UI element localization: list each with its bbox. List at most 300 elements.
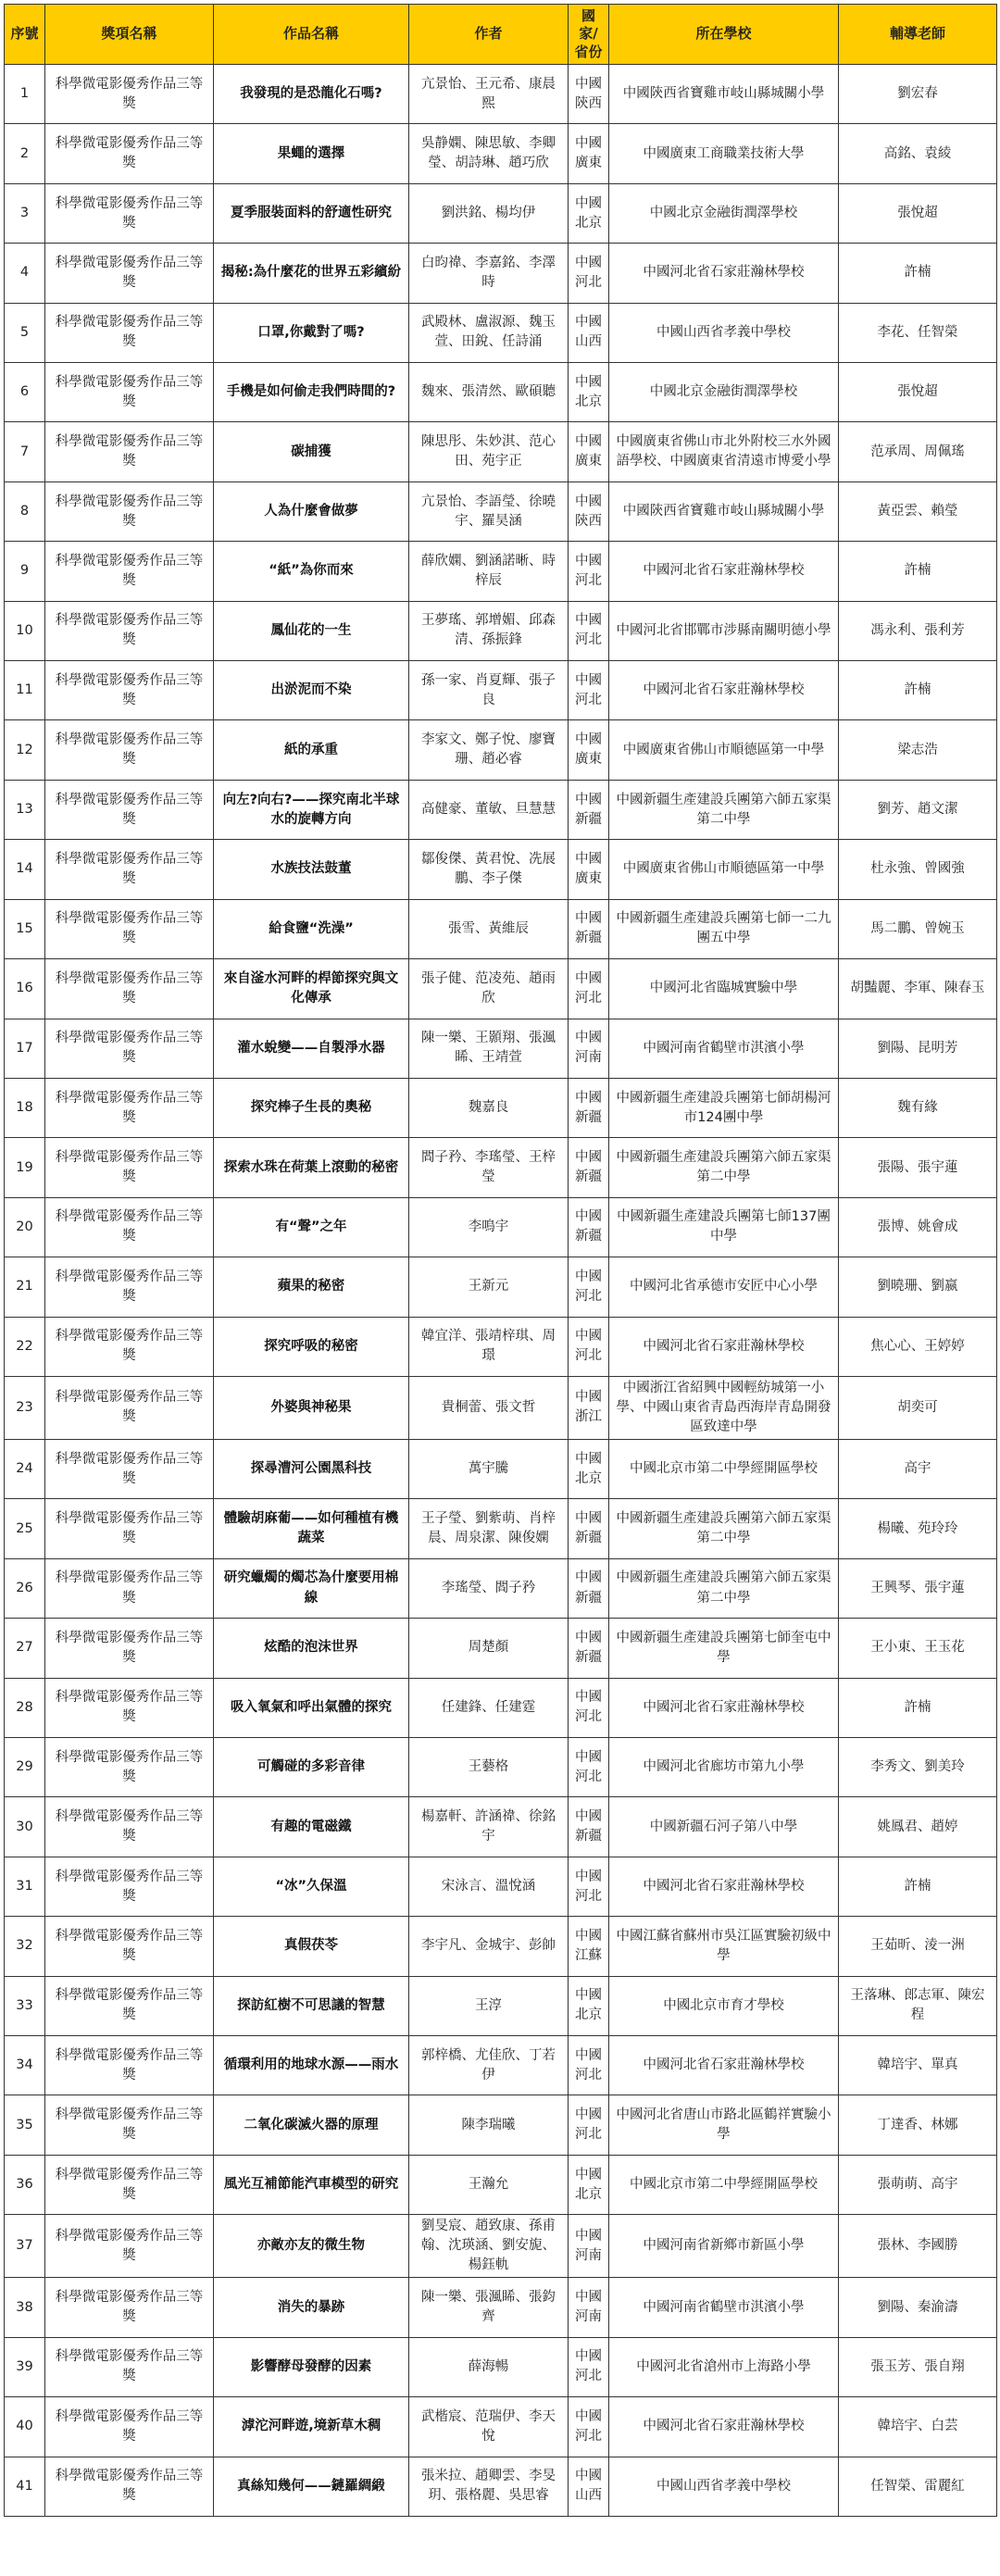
seq-cell: 8: [5, 481, 45, 541]
work-title-cell: 二氧化碳滅火器的原理: [214, 2095, 409, 2155]
award-cell: 科學微電影優秀作品三等獎: [45, 2337, 214, 2396]
award-cell: 科學微電影優秀作品三等獎: [45, 1376, 214, 1439]
work-title-cell: 亦敵亦友的微生物: [214, 2215, 409, 2278]
region-cell: 中國北京: [569, 2155, 609, 2214]
region-cell: 中國河南: [569, 2215, 609, 2278]
author-cell: 武楷宸、范瑞伊、李天悅: [409, 2397, 569, 2457]
region-cell: 中國河北: [569, 2337, 609, 2396]
teacher-cell: 許楠: [839, 542, 997, 601]
region-cell: 中國新疆: [569, 1619, 609, 1678]
author-cell: 李宇凡、金城宇、彭帥: [409, 1917, 569, 1976]
award-cell: 科學微電影優秀作品三等獎: [45, 2215, 214, 2278]
work-title-cell: 給食鹽“洗澡”: [214, 899, 409, 958]
author-cell: 孫一家、肖夏輝、張子良: [409, 661, 569, 720]
region-cell: 中國廣東: [569, 720, 609, 780]
author-cell: 萬宇騰: [409, 1439, 569, 1498]
award-cell: 科學微電影優秀作品三等獎: [45, 2036, 214, 2095]
teacher-cell: 劉曉珊、劉嬴: [839, 1257, 997, 1317]
work-title-cell: 消失的暴跡: [214, 2278, 409, 2337]
author-cell: 張子健、范凌苑、趙雨欣: [409, 959, 569, 1019]
school-cell: 中國河北省石家莊瀚林學校: [609, 2397, 839, 2457]
work-title-cell: 有趣的電磁鐵: [214, 1797, 409, 1857]
seq-cell: 38: [5, 2278, 45, 2337]
author-cell: 劉洪銘、楊均伊: [409, 183, 569, 243]
teacher-cell: 張陽、張宇蓮: [839, 1138, 997, 1197]
award-cell: 科學微電影優秀作品三等獎: [45, 481, 214, 541]
teacher-cell: 馮永利、張利芳: [839, 601, 997, 660]
work-title-cell: 有“聲”之年: [214, 1197, 409, 1257]
teacher-cell: 許楠: [839, 244, 997, 303]
school-cell: 中國河北省唐山市路北區鶴祥實驗小學: [609, 2095, 839, 2155]
table-row: [5, 1019, 997, 1078]
table-row: [5, 601, 997, 660]
award-cell: 科學微電影優秀作品三等獎: [45, 124, 214, 183]
seq-cell: 33: [5, 1976, 45, 2035]
table-row: [5, 720, 997, 780]
seq-cell: 31: [5, 1857, 45, 1916]
award-cell: 科學微電影優秀作品三等獎: [45, 1797, 214, 1857]
award-cell: 科學微電影優秀作品三等獎: [45, 303, 214, 362]
region-cell: 中國河北: [569, 1738, 609, 1797]
region-cell: 中國山西: [569, 303, 609, 362]
school-cell: 中國陝西省寶雞市岐山縣城關小學: [609, 481, 839, 541]
teacher-cell: 魏有緣: [839, 1078, 997, 1137]
author-cell: 劉旻宸、趙致康、孫甫翰、沈瑛涵、劉安旎、楊鈺軌: [409, 2215, 569, 2278]
work-title-cell: 探索水珠在荷葉上滾動的秘密: [214, 1138, 409, 1197]
award-cell: 科學微電影優秀作品三等獎: [45, 1078, 214, 1137]
work-title-cell: 探尋漕河公園黑科技: [214, 1439, 409, 1498]
award-cell: 科學微電影優秀作品三等獎: [45, 601, 214, 660]
work-title-cell: 向左?向右?——探究南北半球水的旋轉方向: [214, 780, 409, 839]
table-row: [5, 2036, 997, 2095]
work-title-cell: 研究蠟燭的燭芯為什麼要用棉線: [214, 1558, 409, 1618]
school-cell: 中國河南省新鄉市新區小學: [609, 2215, 839, 2278]
seq-cell: 25: [5, 1499, 45, 1558]
region-cell: 中國新疆: [569, 780, 609, 839]
teacher-cell: 劉陽、昆明芳: [839, 1019, 997, 1078]
table-row: [5, 363, 997, 422]
table-row: [5, 1857, 997, 1916]
region-cell: 中國廣東: [569, 422, 609, 481]
teacher-cell: 張悅超: [839, 363, 997, 422]
seq-cell: 10: [5, 601, 45, 660]
seq-cell: 11: [5, 661, 45, 720]
region-cell: 中國河北: [569, 959, 609, 1019]
work-title-cell: 手機是如何偷走我們時間的?: [214, 363, 409, 422]
seq-cell: 27: [5, 1619, 45, 1678]
teacher-cell: 李秀文、劉美玲: [839, 1738, 997, 1797]
teacher-cell: 張博、姚會成: [839, 1197, 997, 1257]
school-cell: 中國河北省石家莊瀚林學校: [609, 1678, 839, 1737]
award-cell: 科學微電影優秀作品三等獎: [45, 1738, 214, 1797]
seq-cell: 40: [5, 2397, 45, 2457]
seq-cell: 4: [5, 244, 45, 303]
work-title-cell: 灌水蛻變——自製淨水器: [214, 1019, 409, 1078]
school-cell: 中國新疆生產建設兵團第七師奎屯中學: [609, 1619, 839, 1678]
work-title-cell: 滹沱河畔遊,境新草木稠: [214, 2397, 409, 2457]
school-cell: 中國新疆生產建設兵團第七師胡楊河市124團中學: [609, 1078, 839, 1137]
table-row: [5, 661, 997, 720]
region-cell: 中國新疆: [569, 1499, 609, 1558]
author-cell: 韓宜洋、張靖梓琪、周璟: [409, 1317, 569, 1376]
seq-cell: 18: [5, 1078, 45, 1137]
region-cell: 中國新疆: [569, 1078, 609, 1137]
seq-cell: 32: [5, 1917, 45, 1976]
table-row: [5, 1257, 997, 1317]
seq-cell: 2: [5, 124, 45, 183]
region-cell: 中國河南: [569, 2278, 609, 2337]
work-title-cell: 影響酵母發酵的因素: [214, 2337, 409, 2396]
table-row: [5, 1376, 997, 1439]
teacher-cell: 高宇: [839, 1439, 997, 1498]
teacher-cell: 梁志浩: [839, 720, 997, 780]
table-row: [5, 1078, 997, 1137]
teacher-cell: 丁達香、林娜: [839, 2095, 997, 2155]
table-row: [5, 2215, 997, 2278]
table-row: [5, 780, 997, 839]
award-cell: 科學微電影優秀作品三等獎: [45, 840, 214, 899]
seq-cell: 19: [5, 1138, 45, 1197]
work-title-cell: 果蠅的選擇: [214, 124, 409, 183]
author-cell: 郭梓橋、尤佳欣、丁若伊: [409, 2036, 569, 2095]
teacher-cell: 許楠: [839, 1678, 997, 1737]
author-cell: 王瀚允: [409, 2155, 569, 2214]
author-cell: 李瑤瑩、閻子矜: [409, 1558, 569, 1618]
school-cell: 中國河北省石家莊瀚林學校: [609, 1317, 839, 1376]
region-cell: 中國新疆: [569, 1138, 609, 1197]
author-cell: 任建鋒、任建霆: [409, 1678, 569, 1737]
teacher-cell: 胡奕可: [839, 1376, 997, 1439]
school-cell: 中國北京金融街潤澤學校: [609, 363, 839, 422]
table-row: [5, 899, 997, 958]
teacher-cell: 王茹昕、淩一洲: [839, 1917, 997, 1976]
table-row: [5, 1138, 997, 1197]
school-cell: 中國河北省邯鄲市涉縣南關明德小學: [609, 601, 839, 660]
author-cell: 閻子矜、李瑤瑩、王梓瑩: [409, 1138, 569, 1197]
table-row: [5, 124, 997, 183]
seq-cell: 3: [5, 183, 45, 243]
author-cell: 魏來、張清然、歐碩聽: [409, 363, 569, 422]
work-title-cell: 探訪紅樹不可思議的智慧: [214, 1976, 409, 2035]
table-row: [5, 1917, 997, 1976]
teacher-cell: 杜永強、曾國強: [839, 840, 997, 899]
school-cell: 中國河北省承德市安匠中心小學: [609, 1257, 839, 1317]
region-cell: 中國新疆: [569, 1197, 609, 1257]
seq-cell: 23: [5, 1376, 45, 1439]
region-cell: 中國河北: [569, 661, 609, 720]
school-cell: 中國河北省石家莊瀚林學校: [609, 542, 839, 601]
teacher-cell: 黃亞雲、賴瑩: [839, 481, 997, 541]
seq-cell: 41: [5, 2457, 45, 2516]
seq-cell: 16: [5, 959, 45, 1019]
work-title-cell: 探究呼吸的秘密: [214, 1317, 409, 1376]
award-cell: 科學微電影優秀作品三等獎: [45, 661, 214, 720]
work-title-cell: 碳捕獲: [214, 422, 409, 481]
teacher-cell: 楊曦、苑玲玲: [839, 1499, 997, 1558]
author-cell: 高健豪、董敏、旦慧慧: [409, 780, 569, 839]
school-cell: 中國河北省石家莊瀚林學校: [609, 1857, 839, 1916]
seq-cell: 21: [5, 1257, 45, 1317]
seq-cell: 14: [5, 840, 45, 899]
author-cell: 魏嘉良: [409, 1078, 569, 1137]
school-cell: 中國浙江省紹興中國輕紡城第一小學、中國山東省青島西海岸青島開發區致達中學: [609, 1376, 839, 1439]
table-row: [5, 542, 997, 601]
seq-cell: 39: [5, 2337, 45, 2396]
seq-cell: 15: [5, 899, 45, 958]
school-cell: 中國陝西省寶雞市岐山縣城關小學: [609, 65, 839, 124]
award-cell: 科學微電影優秀作品三等獎: [45, 183, 214, 243]
teacher-cell: 劉陽、秦渝濤: [839, 2278, 997, 2337]
award-cell: 科學微電影優秀作品三等獎: [45, 2155, 214, 2214]
table-row: [5, 2397, 997, 2457]
teacher-cell: 劉芳、趙文潔: [839, 780, 997, 839]
school-cell: 中國北京市第二中學經開區學校: [609, 1439, 839, 1498]
work-title-cell: 循環利用的地球水源——雨水: [214, 2036, 409, 2095]
work-title-cell: 外婆與神秘果: [214, 1376, 409, 1439]
work-title-cell: 來自滏水河畔的桿節探究與文化傳承: [214, 959, 409, 1019]
teacher-cell: 姚鳳君、趙婷: [839, 1797, 997, 1857]
author-cell: 宋泳言、溫悅涵: [409, 1857, 569, 1916]
work-title-cell: 炫酷的泡沫世界: [214, 1619, 409, 1678]
region-cell: 中國河北: [569, 542, 609, 601]
school-cell: 中國河南省鶴壁市淇濱小學: [609, 2278, 839, 2337]
table-row: [5, 1738, 997, 1797]
seq-cell: 29: [5, 1738, 45, 1797]
award-cell: 科學微電影優秀作品三等獎: [45, 1439, 214, 1498]
author-cell: 鄒俊傑、黃君悅、冼展鵬、李子傑: [409, 840, 569, 899]
author-cell: 王新元: [409, 1257, 569, 1317]
teacher-cell: 韓培宇、單真: [839, 2036, 997, 2095]
author-cell: 白昀禕、李嘉銘、李澤時: [409, 244, 569, 303]
author-cell: 陳思彤、朱妙淇、范心田、苑宇正: [409, 422, 569, 481]
teacher-cell: 張玉芳、張自翔: [839, 2337, 997, 2396]
author-cell: 楊嘉軒、許涵禕、徐銘宇: [409, 1797, 569, 1857]
region-cell: 中國廣東: [569, 124, 609, 183]
school-cell: 中國河北省石家莊瀚林學校: [609, 661, 839, 720]
table-row: [5, 2337, 997, 2396]
seq-cell: 12: [5, 720, 45, 780]
teacher-cell: 韓培宇、白芸: [839, 2397, 997, 2457]
seq-cell: 28: [5, 1678, 45, 1737]
header-award: 獎項名稱: [45, 5, 214, 65]
author-cell: 貴桐蕾、張文哲: [409, 1376, 569, 1439]
school-cell: 中國河南省鶴壁市淇濱小學: [609, 1019, 839, 1078]
region-cell: 中國河北: [569, 1857, 609, 1916]
school-cell: 中國新疆生產建設兵團第六師五家渠第二中學: [609, 1558, 839, 1618]
author-cell: 李家文、鄭子悅、廖寶珊、趙必睿: [409, 720, 569, 780]
seq-cell: 22: [5, 1317, 45, 1376]
teacher-cell: 焦心心、王婷婷: [839, 1317, 997, 1376]
award-cell: 科學微電影優秀作品三等獎: [45, 542, 214, 601]
author-cell: 李鳴宇: [409, 1197, 569, 1257]
award-cell: 科學微電影優秀作品三等獎: [45, 422, 214, 481]
seq-cell: 1: [5, 65, 45, 124]
author-cell: 張雪、黃維辰: [409, 899, 569, 958]
seq-cell: 26: [5, 1558, 45, 1618]
award-cell: 科學微電影優秀作品三等獎: [45, 1257, 214, 1317]
author-cell: 陳李瑞曦: [409, 2095, 569, 2155]
region-cell: 中國新疆: [569, 1558, 609, 1618]
award-cell: 科學微電影優秀作品三等獎: [45, 959, 214, 1019]
work-title-cell: 體驗胡麻葡——如何種植有機蔬菜: [214, 1499, 409, 1558]
teacher-cell: 王落琳、郎志軍、陳宏程: [839, 1976, 997, 2035]
table-row: [5, 959, 997, 1019]
seq-cell: 13: [5, 780, 45, 839]
region-cell: 中國河北: [569, 1257, 609, 1317]
award-cell: 科學微電影優秀作品三等獎: [45, 2278, 214, 2337]
table-row: [5, 481, 997, 541]
work-title-cell: 我發現的是恐龍化石嗎?: [214, 65, 409, 124]
table-row: [5, 1619, 997, 1678]
teacher-cell: 胡豔麗、李軍、陳春玉: [839, 959, 997, 1019]
award-cell: 科學微電影優秀作品三等獎: [45, 720, 214, 780]
teacher-cell: 張悅超: [839, 183, 997, 243]
award-cell: 科學微電影優秀作品三等獎: [45, 2095, 214, 2155]
award-cell: 科學微電影優秀作品三等獎: [45, 1917, 214, 1976]
school-cell: 中國江蘇省蘇州市吳江區實驗初級中學: [609, 1917, 839, 1976]
author-cell: 吳静嫻、陳思敏、李卿瑩、胡詩琳、趙巧欣: [409, 124, 569, 183]
region-cell: 中國陝西: [569, 65, 609, 124]
teacher-cell: 任智榮、雷麗紅: [839, 2457, 997, 2516]
header-author: 作者: [409, 5, 569, 65]
region-cell: 中國新疆: [569, 1797, 609, 1857]
region-cell: 中國河南: [569, 1019, 609, 1078]
seq-cell: 9: [5, 542, 45, 601]
author-cell: 亢景怡、李語瑩、徐曉宇、羅昊涵: [409, 481, 569, 541]
region-cell: 中國江蘇: [569, 1917, 609, 1976]
work-title-cell: 可觸碰的多彩音律: [214, 1738, 409, 1797]
teacher-cell: 許楠: [839, 1857, 997, 1916]
table-row: [5, 1197, 997, 1257]
award-cell: 科學微電影優秀作品三等獎: [45, 244, 214, 303]
school-cell: 中國河北省臨城實驗中學: [609, 959, 839, 1019]
table-row: [5, 1439, 997, 1498]
school-cell: 中國廣東工商職業技術大學: [609, 124, 839, 183]
work-title-cell: 水族技法鼓董: [214, 840, 409, 899]
region-cell: 中國河北: [569, 244, 609, 303]
table-row: [5, 244, 997, 303]
seq-cell: 17: [5, 1019, 45, 1078]
awards-table: [4, 4, 997, 2517]
header-row: [5, 5, 997, 65]
seq-cell: 30: [5, 1797, 45, 1857]
region-cell: 中國廣東: [569, 840, 609, 899]
school-cell: 中國北京市第二中學經開區學校: [609, 2155, 839, 2214]
teacher-cell: 許楠: [839, 661, 997, 720]
region-cell: 中國河北: [569, 2095, 609, 2155]
seq-cell: 35: [5, 2095, 45, 2155]
teacher-cell: 劉宏春: [839, 65, 997, 124]
region-cell: 中國陝西: [569, 481, 609, 541]
work-title-cell: “冰”久保溫: [214, 1857, 409, 1916]
award-cell: 科學微電影優秀作品三等獎: [45, 2397, 214, 2457]
school-cell: 中國河北省廊坊市第九小學: [609, 1738, 839, 1797]
author-cell: 王藝格: [409, 1738, 569, 1797]
school-cell: 中國山西省孝義中學校: [609, 2457, 839, 2516]
seq-cell: 36: [5, 2155, 45, 2214]
table-row: [5, 303, 997, 362]
author-cell: 陳一樂、王顥翔、張渢睎、王靖萱: [409, 1019, 569, 1078]
work-title-cell: 口罩,你戴對了嗎?: [214, 303, 409, 362]
work-title-cell: 探究棒子生長的奧秘: [214, 1078, 409, 1137]
author-cell: 王子瑩、劉紫萌、肖梓晨、周泉潔、陳俊嫻: [409, 1499, 569, 1558]
table-row: [5, 1976, 997, 2035]
award-cell: 科學微電影優秀作品三等獎: [45, 1197, 214, 1257]
award-cell: 科學微電影優秀作品三等獎: [45, 1499, 214, 1558]
school-cell: 中國河北省石家莊瀚林學校: [609, 244, 839, 303]
school-cell: 中國新疆生產建設兵團第七師137團中學: [609, 1197, 839, 1257]
seq-cell: 24: [5, 1439, 45, 1498]
school-cell: 中國新疆生產建設兵團第六師五家渠第二中學: [609, 1138, 839, 1197]
table-row: [5, 183, 997, 243]
school-cell: 中國廣東省佛山市順德區第一中學: [609, 840, 839, 899]
seq-cell: 34: [5, 2036, 45, 2095]
work-title-cell: 風光互補節能汽車模型的研究: [214, 2155, 409, 2214]
author-cell: 周楚顏: [409, 1619, 569, 1678]
header-school: 所在學校: [609, 5, 839, 65]
seq-cell: 6: [5, 363, 45, 422]
seq-cell: 37: [5, 2215, 45, 2278]
header-seq: 序號: [5, 5, 45, 65]
header-region: 國家/省份: [569, 5, 609, 65]
work-title-cell: 夏季服裝面料的舒適性研究: [214, 183, 409, 243]
award-cell: 科學微電影優秀作品三等獎: [45, 1019, 214, 1078]
teacher-cell: 王興琴、張宇蓮: [839, 1558, 997, 1618]
author-cell: 陳一樂、張渢睎、張鈞齊: [409, 2278, 569, 2337]
school-cell: 中國新疆石河子第八中學: [609, 1797, 839, 1857]
work-title-cell: 蘋果的秘密: [214, 1257, 409, 1317]
region-cell: 中國新疆: [569, 899, 609, 958]
school-cell: 中國廣東省佛山市北外附校三水外國語學校、中國廣東省清遠市博愛小學: [609, 422, 839, 481]
author-cell: 張米拉、趙卿雲、李旻玥、張格麗、吳思睿: [409, 2457, 569, 2516]
table-row: [5, 1558, 997, 1618]
table-row: [5, 1678, 997, 1737]
award-cell: 科學微電影優秀作品三等獎: [45, 65, 214, 124]
teacher-cell: 范承周、周佩瑤: [839, 422, 997, 481]
region-cell: 中國北京: [569, 363, 609, 422]
table-row: [5, 840, 997, 899]
school-cell: 中國北京市育才學校: [609, 1976, 839, 2035]
seq-cell: 20: [5, 1197, 45, 1257]
school-cell: 中國新疆生產建設兵團第六師五家渠第二中學: [609, 1499, 839, 1558]
award-cell: 科學微電影優秀作品三等獎: [45, 1619, 214, 1678]
work-title-cell: 鳳仙花的一生: [214, 601, 409, 660]
region-cell: 中國北京: [569, 1976, 609, 2035]
region-cell: 中國北京: [569, 1439, 609, 1498]
award-cell: 科學微電影優秀作品三等獎: [45, 363, 214, 422]
table-row: [5, 2457, 997, 2516]
work-title-cell: 真絲知幾何——鏈羅綢緞: [214, 2457, 409, 2516]
award-cell: 科學微電影優秀作品三等獎: [45, 780, 214, 839]
region-cell: 中國河北: [569, 2397, 609, 2457]
teacher-cell: 李花、任智榮: [839, 303, 997, 362]
table-row: [5, 422, 997, 481]
author-cell: 武殿林、盧淑源、魏玉萱、田銳、任詩涌: [409, 303, 569, 362]
author-cell: 亢景怡、王元希、康晨熙: [409, 65, 569, 124]
author-cell: 薛欣嫻、劉涵諾晰、時梓辰: [409, 542, 569, 601]
author-cell: 王夢瑤、郭增媚、邱森清、孫振鋒: [409, 601, 569, 660]
school-cell: 中國北京金融街潤澤學校: [609, 183, 839, 243]
school-cell: 中國河北省石家莊瀚林學校: [609, 2036, 839, 2095]
school-cell: 中國河北省滄州市上海路小學: [609, 2337, 839, 2396]
seq-cell: 7: [5, 422, 45, 481]
work-title-cell: 真假茯苓: [214, 1917, 409, 1976]
award-cell: 科學微電影優秀作品三等獎: [45, 1976, 214, 2035]
region-cell: 中國河北: [569, 1678, 609, 1737]
work-title-cell: 人為什麼會做夢: [214, 481, 409, 541]
award-cell: 科學微電影優秀作品三等獎: [45, 1317, 214, 1376]
work-title-cell: 出淤泥而不染: [214, 661, 409, 720]
